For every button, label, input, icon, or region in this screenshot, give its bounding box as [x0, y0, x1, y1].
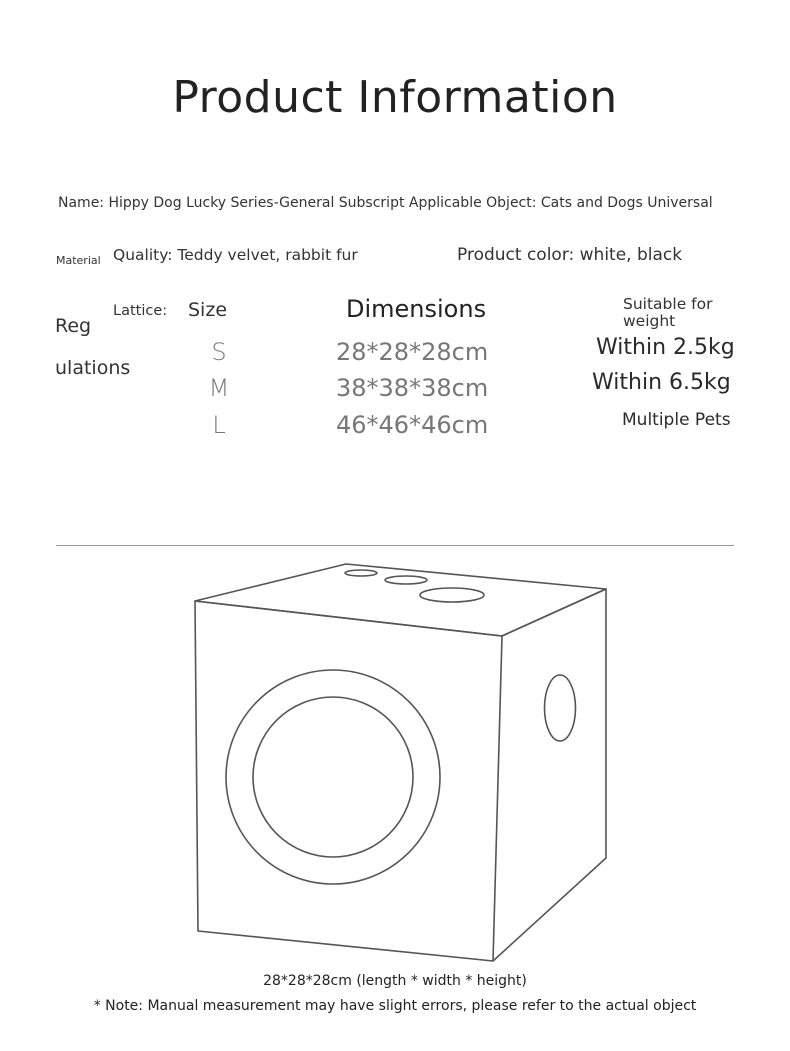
dimensions-cell-l: 46*46*46cm — [336, 411, 489, 439]
section-divider — [56, 545, 734, 546]
page-title: Product Information — [172, 72, 618, 123]
product-name-line: Name: Hippy Dog Lucky Series-General Subscript Applicable Object: Cats and Dogs Universal — [58, 195, 713, 211]
weight-cell-m: Within 6.5kg — [592, 370, 731, 395]
lattice-label: Lattice: — [113, 303, 168, 319]
dimensions-cell-m: 38*38*38cm — [336, 374, 489, 402]
weight-header: Suitable for weight — [623, 295, 713, 330]
weight-cell-s: Within 2.5kg — [596, 335, 735, 360]
cube-pet-house-icon — [180, 555, 620, 974]
dimensions-header: Dimensions — [346, 295, 487, 323]
material-quality: Quality: Teddy velvet, rabbit fur — [113, 246, 358, 264]
product-color: Product color: white, black — [457, 245, 683, 265]
size-header: Size — [188, 299, 228, 321]
dimension-caption: 28*28*28cm (length * width * height) — [263, 973, 527, 989]
dimensions-cell-s: 28*28*28cm — [336, 338, 489, 366]
weight-cell-l: Multiple Pets — [622, 410, 731, 430]
size-cell-l: L — [212, 411, 226, 439]
size-cell-s: S — [211, 338, 227, 366]
size-cell-m: M — [208, 374, 230, 402]
regulations-label — [55, 315, 131, 379]
regulations-label-top: Reg — [55, 315, 92, 337]
measurement-note: * Note: Manual measurement may have slight errors, please refer to the actual object — [93, 998, 697, 1014]
material-label: Material — [56, 254, 101, 267]
regulations-label-bottom: ulations — [55, 357, 131, 379]
